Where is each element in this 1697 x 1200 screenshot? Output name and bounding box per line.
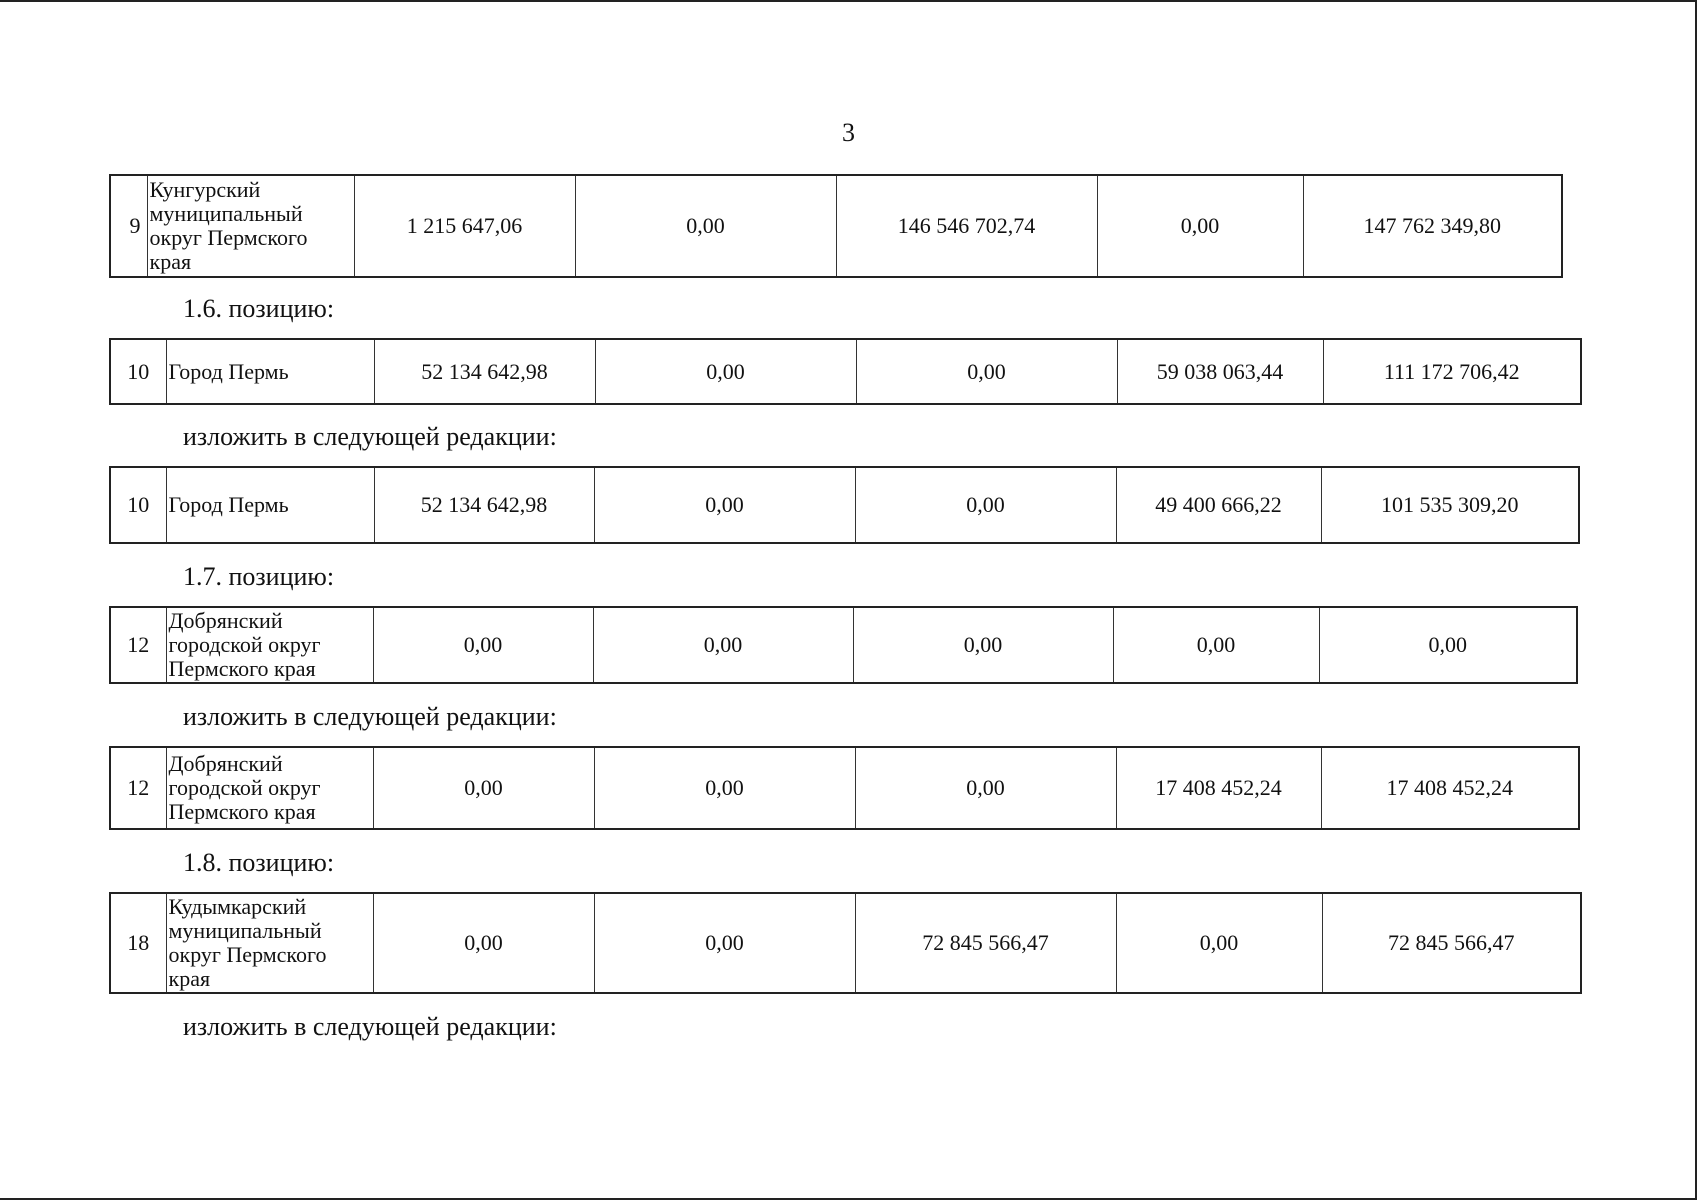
- municipality-name: Кудымкарский муниципальный округ Пермского края: [166, 893, 373, 993]
- municipality-name: Город Пермь: [166, 339, 374, 404]
- row-number: 10: [110, 467, 166, 543]
- row-number: 18: [110, 893, 166, 993]
- municipality-name: Город Пермь: [166, 467, 374, 543]
- value-cell-total: 147 762 349,80: [1303, 175, 1562, 277]
- section-label-1-6: 1.6. позицию:: [183, 294, 335, 323]
- table-row-dobryanka-new: [109, 746, 1580, 830]
- value-cell-2: 0,00: [594, 893, 855, 993]
- table-row-perm-old: [109, 338, 1582, 405]
- value-cell-4: 17 408 452,24: [1116, 747, 1321, 829]
- table-row-dobryanka-old: [109, 606, 1578, 684]
- table-row: [110, 893, 1581, 993]
- value-cell-4: 0,00: [1113, 607, 1319, 683]
- value-cell-4: 49 400 666,22: [1116, 467, 1321, 543]
- municipality-name: Кунгурский муниципальный округ Пермского края: [147, 175, 354, 277]
- value-cell-total: 72 845 566,47: [1322, 893, 1581, 993]
- value-cell-3: 0,00: [853, 607, 1113, 683]
- value-cell-3: 146 546 702,74: [836, 175, 1097, 277]
- row-number: 9: [110, 175, 147, 277]
- table-row: [110, 175, 1562, 277]
- section-label-1-7: 1.7. позицию:: [183, 562, 335, 591]
- table-row-kungur: [109, 174, 1563, 278]
- table-row-perm-new: [109, 466, 1580, 544]
- table-row: [110, 339, 1581, 404]
- section-label-new-1-8: изложить в следующей редакции:: [183, 1012, 557, 1041]
- section-label-new-1-6: изложить в следующей редакции:: [183, 422, 557, 451]
- value-cell-total: 17 408 452,24: [1321, 747, 1579, 829]
- value-cell-4: 0,00: [1097, 175, 1303, 277]
- page-number: 3: [842, 118, 855, 147]
- table-row: [110, 607, 1577, 683]
- section-label-1-8: 1.8. позицию:: [183, 848, 335, 877]
- value-cell-3: 0,00: [855, 747, 1116, 829]
- value-cell-1: 0,00: [373, 747, 594, 829]
- value-cell-1: 52 134 642,98: [374, 467, 594, 543]
- value-cell-4: 0,00: [1116, 893, 1322, 993]
- row-number: 10: [110, 339, 166, 404]
- value-cell-2: 0,00: [593, 607, 853, 683]
- table-row: [110, 747, 1579, 829]
- value-cell-1: 0,00: [373, 893, 594, 993]
- value-cell-3: 0,00: [856, 339, 1117, 404]
- value-cell-4: 59 038 063,44: [1117, 339, 1323, 404]
- page-edge-top: [0, 0, 1697, 2]
- value-cell-3: 72 845 566,47: [855, 893, 1116, 993]
- value-cell-total: 111 172 706,42: [1323, 339, 1581, 404]
- value-cell-3: 0,00: [855, 467, 1116, 543]
- municipality-name: Добрянский городской округ Пермского края: [166, 747, 373, 829]
- value-cell-total: 101 535 309,20: [1321, 467, 1579, 543]
- table-row-kudymkar: [109, 892, 1582, 994]
- value-cell-1: 1 215 647,06: [354, 175, 575, 277]
- value-cell-2: 0,00: [594, 747, 855, 829]
- row-number: 12: [110, 607, 166, 683]
- municipality-name: Добрянский городской округ Пермского края: [166, 607, 373, 683]
- value-cell-2: 0,00: [594, 467, 855, 543]
- row-number: 12: [110, 747, 166, 829]
- value-cell-2: 0,00: [575, 175, 836, 277]
- value-cell-1: 52 134 642,98: [374, 339, 595, 404]
- value-cell-total: 0,00: [1319, 607, 1577, 683]
- section-label-new-1-7: изложить в следующей редакции:: [183, 702, 557, 731]
- table-row: [110, 467, 1579, 543]
- value-cell-2: 0,00: [595, 339, 856, 404]
- value-cell-1: 0,00: [373, 607, 593, 683]
